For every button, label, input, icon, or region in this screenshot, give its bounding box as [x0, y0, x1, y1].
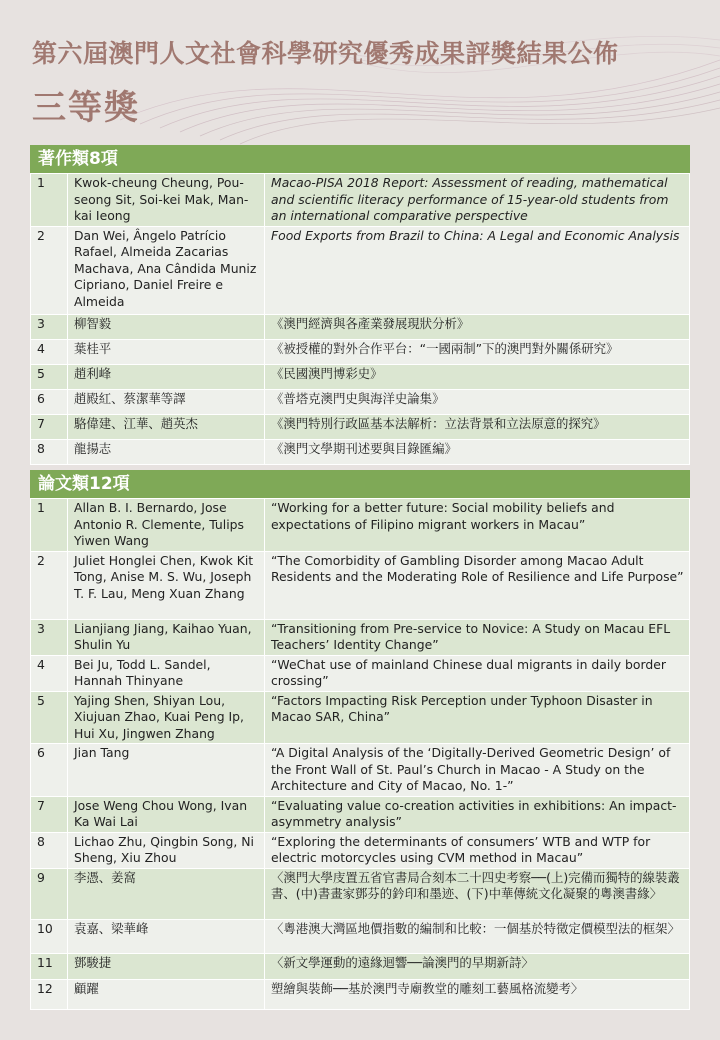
row-number: 8	[31, 832, 68, 868]
row-number: 6	[31, 389, 68, 414]
table-row	[31, 619, 690, 655]
row-title: 《被授權的對外合作平台：“一國兩制”下的澳門對外關係研究》	[265, 339, 690, 364]
papers-section	[30, 470, 690, 1010]
row-title: 塑繪與裝飾──基於澳門寺廟教堂的雕刻工藝風格流變考〉	[265, 979, 690, 1009]
table-row	[31, 832, 690, 868]
table-row	[31, 439, 690, 464]
row-number: 8	[31, 439, 68, 464]
row-number: 9	[31, 868, 68, 919]
table-row	[31, 364, 690, 389]
row-author: Bei Ju, Todd L. Sandel, Hannah Thinyane	[68, 655, 265, 691]
table-row	[31, 953, 690, 979]
row-title: 《民國澳門博彩史》	[265, 364, 690, 389]
row-number: 7	[31, 414, 68, 439]
row-author: Lianjiang Jiang, Kaihao Yuan, Shulin Yu	[68, 619, 265, 655]
papers-section-heading: 論文類12項	[30, 470, 690, 498]
row-author: Juliet Honglei Chen, Kwok Kit Tong, Anise M. S. Wu, Joseph T. F. Lau, Meng Xuan Zhang	[68, 551, 265, 619]
table-row	[31, 174, 690, 227]
books-section-heading: 著作類8項	[30, 145, 690, 173]
row-title: 《澳門文學期刊述要與目錄匯編》	[265, 439, 690, 464]
row-title: “Transitioning from Pre-service to Novice: A Study on Macau EFL Teachers’ Identity Change”	[265, 619, 690, 655]
row-number: 2	[31, 551, 68, 619]
table-row	[31, 314, 690, 339]
table-row	[31, 655, 690, 691]
row-title: Food Exports from Brazil to China: A Legal and Economic Analysis	[265, 226, 690, 314]
row-number: 3	[31, 314, 68, 339]
books-table	[30, 173, 690, 465]
row-author: 袁嘉、梁華峰	[68, 919, 265, 953]
row-number: 6	[31, 744, 68, 797]
row-author: Jian Tang	[68, 744, 265, 797]
row-number: 2	[31, 226, 68, 314]
table-row	[31, 979, 690, 1009]
row-number: 4	[31, 655, 68, 691]
papers-table	[30, 498, 690, 1010]
row-title: “Evaluating value co-creation activities in exhibitions: An impact-asymmetry analysis”	[265, 796, 690, 832]
row-author: Yajing Shen, Shiyan Lou, Xiujuan Zhao, Kuai Peng Ip, Hui Xu, Jingwen Zhang	[68, 691, 265, 744]
row-author: 龍揚志	[68, 439, 265, 464]
row-author: 趙利峰	[68, 364, 265, 389]
row-number: 12	[31, 979, 68, 1009]
page-subtitle: 三等獎	[32, 88, 140, 128]
table-row	[31, 499, 690, 552]
row-author: Dan Wei, Ângelo Patrício Rafael, Almeida Zacarias Machava, Ana Cândida Muniz Cipriano, Daniel Freire e Almeida	[68, 226, 265, 314]
row-title: 《普塔克澳門史與海洋史論集》	[265, 389, 690, 414]
row-author: 趙殿紅、蔡潔華等譯	[68, 389, 265, 414]
row-number: 1	[31, 499, 68, 552]
row-author: Allan B. I. Bernardo, Jose Antonio R. Clemente, Tulips Yiwen Wang	[68, 499, 265, 552]
row-number: 7	[31, 796, 68, 832]
row-author: 顧躍	[68, 979, 265, 1009]
row-author: 駱偉建、江華、趙英杰	[68, 414, 265, 439]
table-row	[31, 551, 690, 619]
row-title: 《澳門特別行政區基本法解析：立法背景和立法原意的探究》	[265, 414, 690, 439]
table-row	[31, 744, 690, 797]
row-title: “WeChat use of mainland Chinese dual migrants in daily border crossing”	[265, 655, 690, 691]
table-row	[31, 796, 690, 832]
row-author: 李憑、姜窩	[68, 868, 265, 919]
row-title: “Exploring the determinants of consumers’ WTB and WTP for electric motorcycles using CVM method in Macau”	[265, 832, 690, 868]
table-row	[31, 691, 690, 744]
row-author: Jose Weng Chou Wong, Ivan Ka Wai Lai	[68, 796, 265, 832]
row-title: 〈粵港澳大灣區地價指數的編制和比較：一個基於特徵定價模型法的框架〉	[265, 919, 690, 953]
table-row	[31, 339, 690, 364]
row-number: 4	[31, 339, 68, 364]
row-number: 5	[31, 364, 68, 389]
row-title: “Factors Impacting Risk Perception under Typhoon Disaster in Macao SAR, China”	[265, 691, 690, 744]
row-title: 〈澳門大學庋置五省官書局合刻本二十四史考察──(上)完備而獨特的線裝叢書、(中)書畫家鄧芬的鈐印和墨迹、(下)中華傳統文化凝聚的粵澳書緣〉	[265, 868, 690, 919]
row-author: Kwok-cheung Cheung, Pou-seong Sit, Soi-kei Mak, Man-kai Ieong	[68, 174, 265, 227]
row-number: 5	[31, 691, 68, 744]
row-title: “The Comorbidity of Gambling Disorder among Macao Adult Residents and the Moderating Role of Resilience and Life Purpose”	[265, 551, 690, 619]
row-author: Lichao Zhu, Qingbin Song, Ni Sheng, Xiu Zhou	[68, 832, 265, 868]
row-title: 《澳門經濟與各產業發展現狀分析》	[265, 314, 690, 339]
row-title: “Working for a better future: Social mobility beliefs and expectations of Filipino migrant workers in Macau”	[265, 499, 690, 552]
table-row	[31, 389, 690, 414]
row-title: “A Digital Analysis of the ‘Digitally-Derived Geometric Design’ of the Front Wall of St. Paul’s Church in Macao - A Study on the Architecture and City of Macao, No. 1-”	[265, 744, 690, 797]
row-title: Macao-PISA 2018 Report: Assessment of reading, mathematical and scientific literacy performance of 15-year-old students from an international comparative perspective	[265, 174, 690, 227]
table-row	[31, 414, 690, 439]
books-section	[30, 145, 690, 465]
row-number: 3	[31, 619, 68, 655]
row-number: 10	[31, 919, 68, 953]
row-title: 〈新文學運動的遠緣迴響──論澳門的早期新詩〉	[265, 953, 690, 979]
row-author: 鄧駿捷	[68, 953, 265, 979]
table-row	[31, 919, 690, 953]
page-title: 第六屆澳門人文社會科學研究優秀成果評獎結果公佈	[32, 39, 619, 68]
table-row	[31, 868, 690, 919]
page-header	[0, 0, 720, 140]
row-number: 1	[31, 174, 68, 227]
row-author: 葉桂平	[68, 339, 265, 364]
row-number: 11	[31, 953, 68, 979]
table-row	[31, 226, 690, 314]
row-author: 柳智毅	[68, 314, 265, 339]
